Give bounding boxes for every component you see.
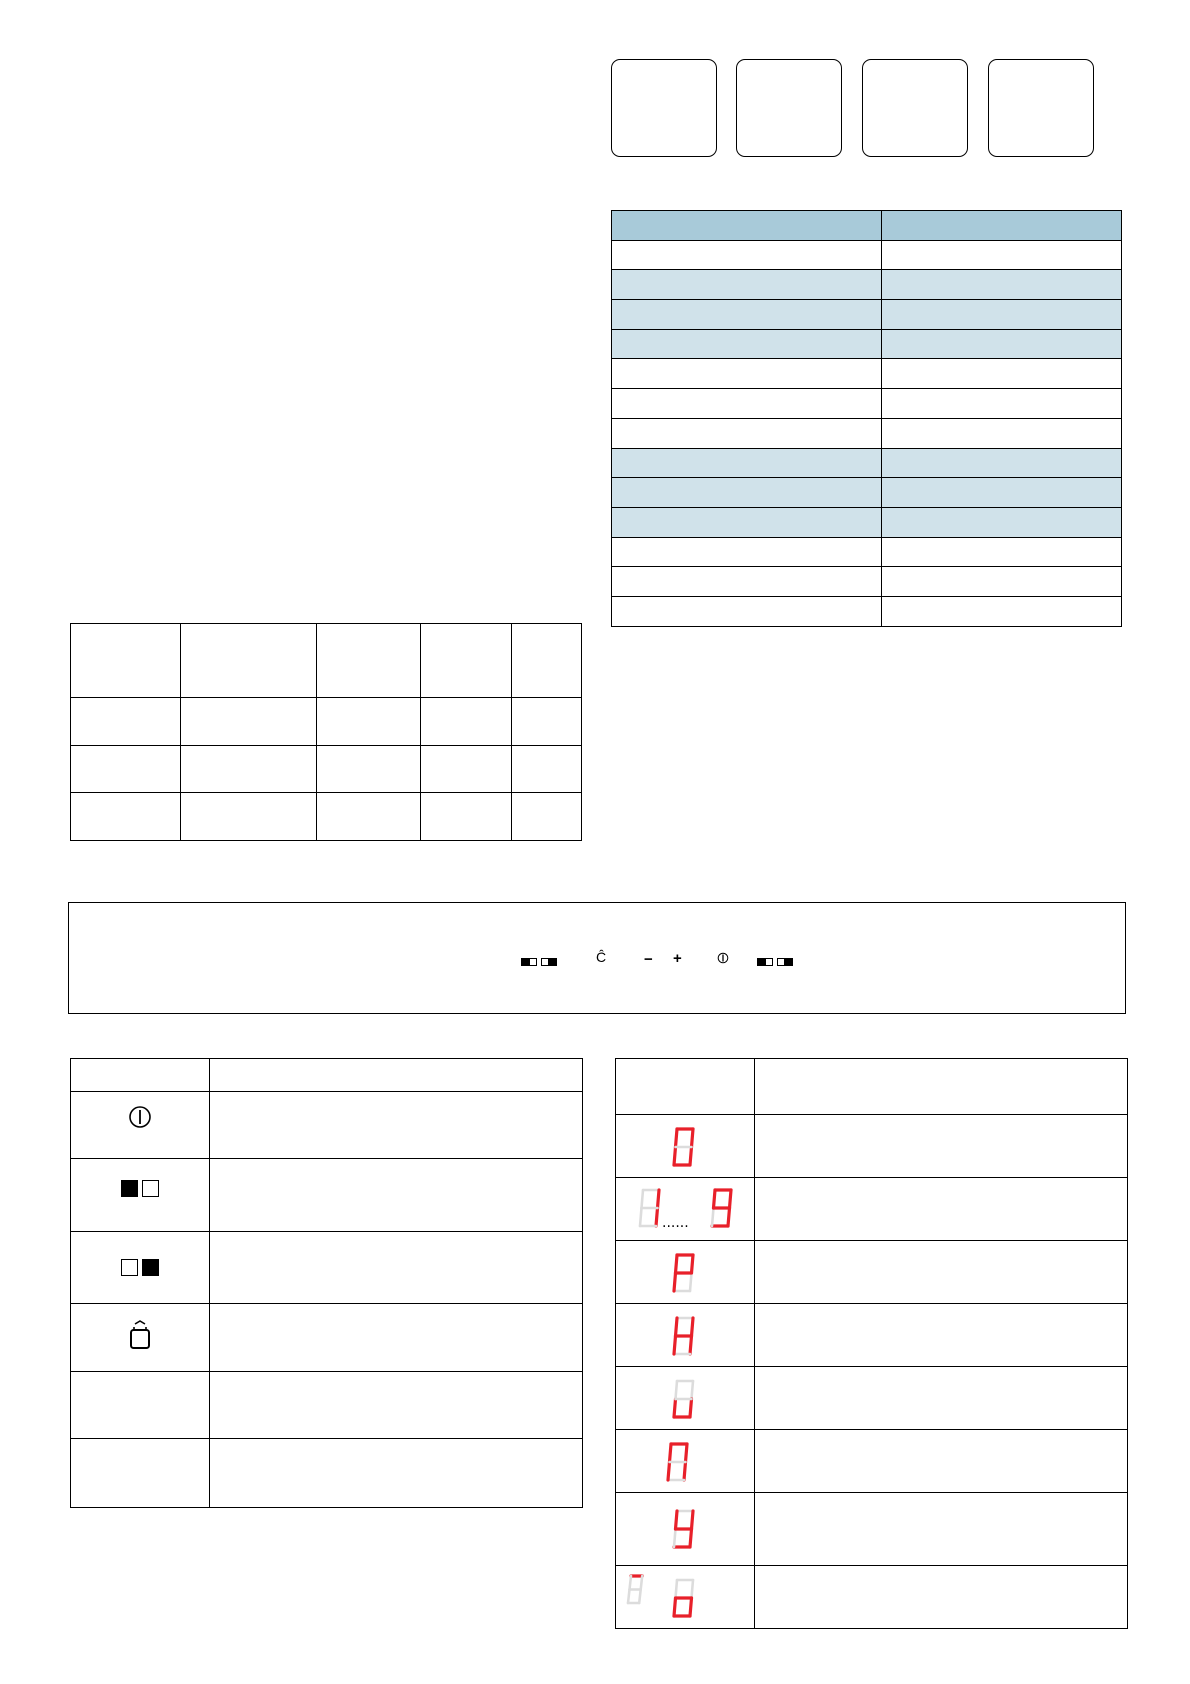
- display-code-h: [616, 1304, 755, 1367]
- cooking-zone-box-2: [736, 59, 842, 157]
- control-panel: [68, 902, 1126, 1014]
- display-code-p: [616, 1241, 755, 1304]
- seven-segment-n: [668, 1444, 687, 1480]
- zone-right-select-icon: [119, 1259, 161, 1276]
- zone-select-right-icon[interactable]: [757, 954, 793, 968]
- power-symbol-cell: [71, 1092, 210, 1159]
- minus-button[interactable]: −: [644, 951, 653, 968]
- seven-segment-y: [674, 1511, 693, 1547]
- seven-segment-9: [712, 1190, 731, 1226]
- cooking-zone-box-4: [988, 59, 1094, 157]
- seven-segment-1: [640, 1190, 659, 1226]
- display-code-0: [616, 1115, 755, 1178]
- display-code-u: [616, 1367, 755, 1430]
- cooking-zone-box-3: [862, 59, 968, 157]
- seven-segment-u: [674, 1381, 693, 1417]
- control-symbols-table: [70, 1058, 583, 1508]
- lock-icon[interactable]: Ĉ: [596, 949, 607, 965]
- display-code-n: [616, 1430, 755, 1493]
- range-dots: ......: [662, 1215, 689, 1231]
- seven-segment-o: [674, 1580, 693, 1616]
- zone-right-select-cell: [71, 1232, 210, 1304]
- lock-symbol-cell: [71, 1304, 210, 1372]
- power-level-table: [611, 210, 1122, 627]
- cookware-table: [70, 623, 582, 841]
- display-code-dash-o: [616, 1566, 755, 1629]
- zone-select-left-icon[interactable]: [521, 954, 557, 968]
- power-icon[interactable]: [717, 952, 729, 967]
- seven-segment-0: [674, 1129, 693, 1165]
- plus-button[interactable]: +: [673, 950, 682, 967]
- seven-segment-dash: [628, 1576, 642, 1603]
- seven-segment-h: [674, 1318, 693, 1354]
- display-codes-table: [615, 1058, 1128, 1629]
- display-code-1-9: [616, 1178, 755, 1241]
- power-icon: [128, 1105, 152, 1129]
- lock-icon: [127, 1320, 153, 1350]
- cooking-zone-box-1: [611, 59, 717, 157]
- zone-left-select-icon: [119, 1180, 161, 1197]
- seven-segment-p: [674, 1255, 693, 1291]
- zone-left-select-cell: [71, 1159, 210, 1232]
- display-code-y: [616, 1493, 755, 1566]
